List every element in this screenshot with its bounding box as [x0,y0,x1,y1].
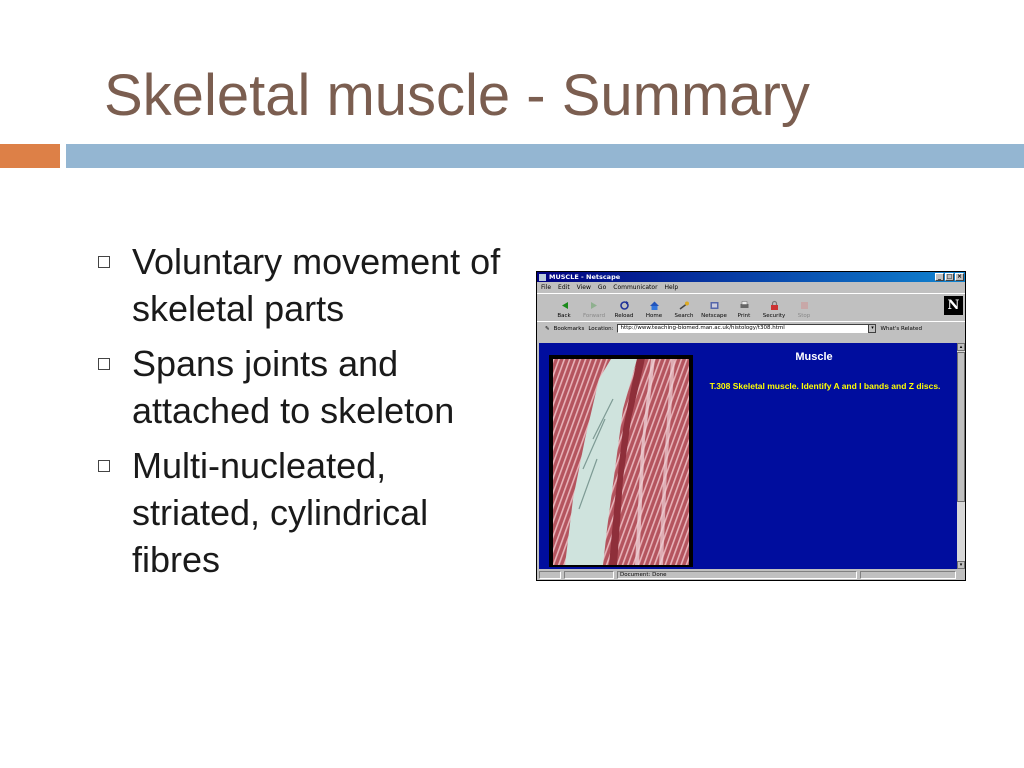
close-icon[interactable]: × [956,273,963,280]
whats-related-button[interactable]: What's Related [880,325,922,332]
chevron-down-icon[interactable]: ▾ [868,324,876,333]
maximize-icon[interactable]: □ [946,273,953,280]
back-button[interactable]: Back [549,300,579,321]
location-input[interactable]: http://www.teaching-biomed.man.ac.uk/histology/t308.html [617,324,869,333]
progress-cell [564,571,614,579]
forward-button[interactable]: Forward [579,300,609,321]
scroll-down-icon[interactable]: ▾ [957,561,965,569]
accent-bar-orange [0,144,60,168]
vertical-scrollbar[interactable] [957,343,965,569]
security-button[interactable]: Security [759,300,789,321]
slide-title: Skeletal muscle - Summary [104,63,810,128]
bookmark-icon[interactable]: ✎ [545,325,550,332]
scroll-up-icon[interactable]: ▴ [957,343,965,351]
search-button[interactable]: Search [669,300,699,321]
scroll-thumb[interactable] [957,352,965,502]
netscape-button[interactable]: Netscape [699,300,729,321]
navigation-toolbar [537,293,965,321]
square-bullet-icon [98,358,110,370]
page-caption: T.308 Skeletal muscle. Identify A and I bands and Z discs. [709,381,941,391]
window-title: MUSCLE - Netscape [549,273,621,281]
bullet-list [98,238,508,591]
page-content [539,343,957,569]
bullet-item [98,442,508,583]
menu-view[interactable]: View [576,284,591,291]
bookmarks-button[interactable]: Bookmarks [553,325,585,332]
back-arrow-icon [559,300,570,311]
menu-file[interactable]: File [541,284,552,291]
reload-button[interactable]: Reload [609,300,639,321]
menu-help[interactable]: Help [664,284,679,291]
print-button[interactable]: Print [729,300,759,321]
home-button[interactable]: Home [639,300,669,321]
browser-window-screenshot [536,271,966,581]
micrograph-frame [549,355,693,567]
menu-go[interactable]: Go [597,284,607,291]
security-status-icon[interactable] [539,571,561,579]
search-icon [679,300,690,311]
status-text: Document: Done [617,571,857,579]
stop-icon [799,300,810,311]
bullet-text: Multi-nucleated, striated, cylindrical fibres [132,445,429,580]
menu-bar [537,282,965,293]
bullet-item [98,238,508,332]
bullet-item [98,340,508,434]
print-icon [739,300,750,311]
status-bar [537,569,965,580]
netscape-logo: N [944,296,963,315]
bullet-text: Voluntary movement of skeletal parts [132,241,501,329]
lock-icon [769,300,780,311]
menu-edit[interactable]: Edit [558,284,570,291]
netscape-app-icon [539,274,546,281]
netscape-icon [709,300,720,311]
forward-arrow-icon [589,300,600,311]
square-bullet-icon [98,460,110,472]
muscle-micrograph-image [553,359,689,565]
browser-titlebar [537,272,965,282]
menu-communicator[interactable]: Communicator [613,284,658,291]
minimize-icon[interactable]: _ [935,273,944,281]
home-icon [649,300,660,311]
reload-icon [619,300,630,311]
page-heading: Muscle [795,351,833,363]
location-label: Location: [588,325,614,332]
stop-button[interactable]: Stop [789,300,819,321]
square-bullet-icon [98,256,110,268]
location-bar [537,321,965,335]
accent-bar-blue [66,144,1024,168]
component-bar[interactable] [860,571,956,579]
bullet-text: Spans joints and attached to skeleton [132,343,455,431]
